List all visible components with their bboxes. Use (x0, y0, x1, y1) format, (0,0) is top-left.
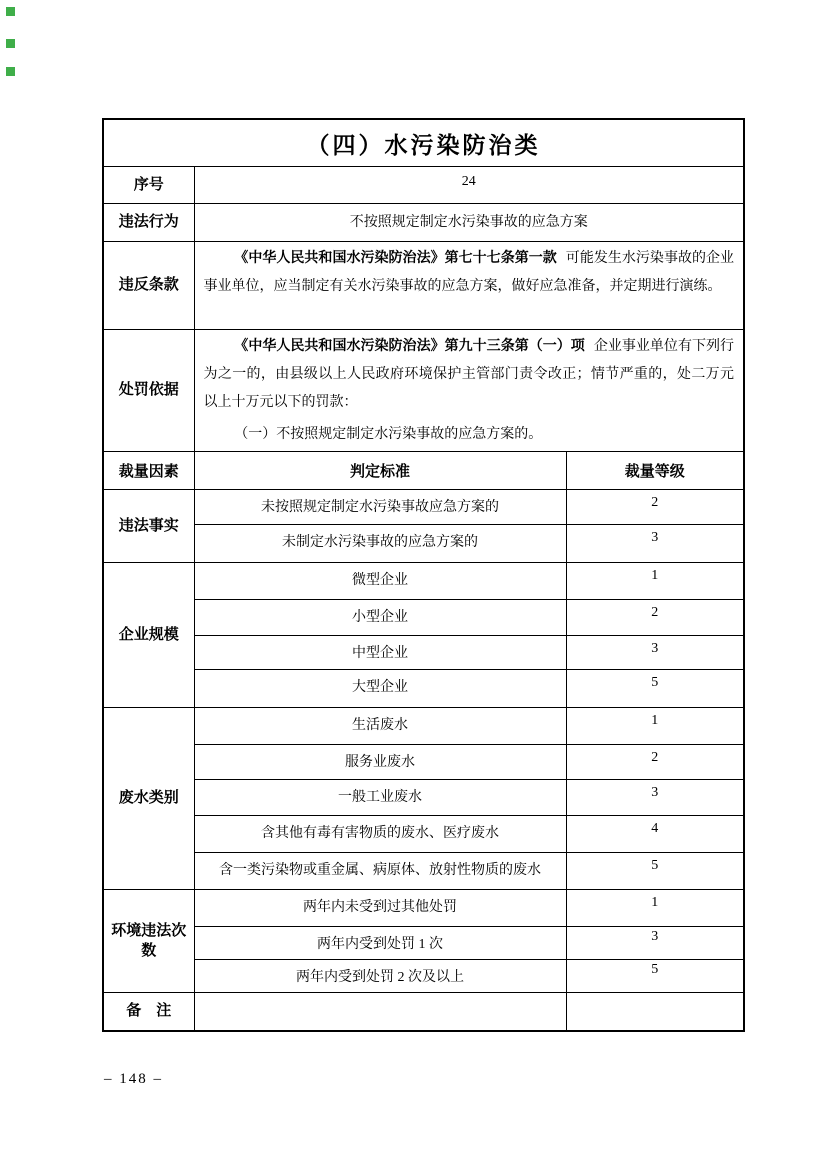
factor-label: 环境违法次数 (103, 889, 194, 992)
green-edge-marker (6, 7, 15, 16)
factor-label: 企业规模 (103, 562, 194, 707)
table-row (103, 992, 744, 1031)
grade-cell: 5 (566, 852, 744, 889)
table-row (103, 889, 744, 926)
table-row (103, 635, 744, 669)
table-row (103, 524, 744, 562)
grade-cell: 2 (566, 489, 744, 524)
standard-cell: 中型企业 (194, 635, 566, 669)
standard-cell: 两年内受到处罚 2 次及以上 (194, 959, 566, 992)
table-row (103, 707, 744, 744)
basis-text (194, 329, 744, 451)
grade-cell: 1 (566, 562, 744, 599)
table-row (103, 779, 744, 815)
basis-item: （一）不按照规定制定水污染事故的应急方案的。 (234, 426, 543, 442)
clause-text (194, 241, 744, 329)
table-row (103, 203, 744, 241)
standard-header: 判定标准 (194, 451, 566, 489)
table-row (103, 669, 744, 707)
grade-cell: 4 (566, 815, 744, 852)
table-row (103, 119, 744, 166)
remark-label: 备 注 (103, 992, 194, 1031)
table-row (103, 852, 744, 889)
grade-cell: 5 (566, 959, 744, 992)
factor-label: 废水类别 (103, 707, 194, 889)
serial-label: 序号 (103, 166, 194, 203)
grade-header: 裁量等级 (566, 451, 744, 489)
table-row (103, 489, 744, 524)
table-row (103, 959, 744, 992)
table-row (103, 599, 744, 635)
standard-cell: 未制定水污染事故的应急方案的 (194, 524, 566, 562)
grade-cell: 1 (566, 889, 744, 926)
page-number: – 148 – (104, 1071, 163, 1087)
standard-cell: 含其他有毒有害物质的废水、医疗废水 (194, 815, 566, 852)
table-title: （四）水污染防治类 (103, 119, 744, 166)
grade-cell: 3 (566, 524, 744, 562)
grade-cell: 3 (566, 779, 744, 815)
criteria-header-row (103, 451, 744, 489)
violation-label: 违法行为 (103, 203, 194, 241)
green-edge-marker (6, 67, 15, 76)
table-row (103, 241, 744, 329)
remark-value (194, 992, 566, 1031)
standard-cell: 未按照规定制定水污染事故应急方案的 (194, 489, 566, 524)
standard-cell: 小型企业 (194, 599, 566, 635)
clause-label: 违反条款 (103, 241, 194, 329)
grade-cell: 3 (566, 926, 744, 959)
clause-body: 可能发生水污染事故的企业事业单位，应当制定有关水污染事故的应急方案，做好应急准备，并定期进行演练。 (203, 250, 735, 294)
basis-body: 企业事业单位有下列行为之一的，由县级以上人民政府环境保护主管部门责令改正；情节严重的，处二万元以上十万元以下的罚款： (203, 338, 735, 410)
penalty-discretion-table (102, 118, 745, 1032)
standard-cell: 大型企业 (194, 669, 566, 707)
table-row (103, 562, 744, 599)
grade-cell: 1 (566, 707, 744, 744)
remark-grade-cell (566, 992, 744, 1031)
standard-cell: 服务业废水 (194, 744, 566, 779)
basis-label: 处罚依据 (103, 329, 194, 451)
table-row (103, 329, 744, 451)
standard-cell: 含一类污染物或重金属、病原体、放射性物质的废水 (194, 852, 566, 889)
factor-label: 违法事实 (103, 489, 194, 562)
table-row (103, 166, 744, 203)
table-row (103, 744, 744, 779)
standard-cell: 一般工业废水 (194, 779, 566, 815)
standard-cell: 两年内未受到过其他处罚 (194, 889, 566, 926)
basis-lead: 《中华人民共和国水污染防治法》第九十三条第（一）项 (234, 338, 585, 354)
serial-value: 24 (194, 166, 744, 203)
violation-value: 不按照规定制定水污染事故的应急方案 (194, 203, 744, 241)
table-row (103, 815, 744, 852)
factor-header: 裁量因素 (103, 451, 194, 489)
grade-cell: 3 (566, 635, 744, 669)
green-edge-marker (6, 39, 15, 48)
grade-cell: 2 (566, 599, 744, 635)
standard-cell: 两年内受到处罚 1 次 (194, 926, 566, 959)
standard-cell: 生活废水 (194, 707, 566, 744)
clause-lead: 《中华人民共和国水污染防治法》第七十七条第一款 (234, 250, 557, 266)
grade-cell: 2 (566, 744, 744, 779)
table-row (103, 926, 744, 959)
grade-cell: 5 (566, 669, 744, 707)
standard-cell: 微型企业 (194, 562, 566, 599)
